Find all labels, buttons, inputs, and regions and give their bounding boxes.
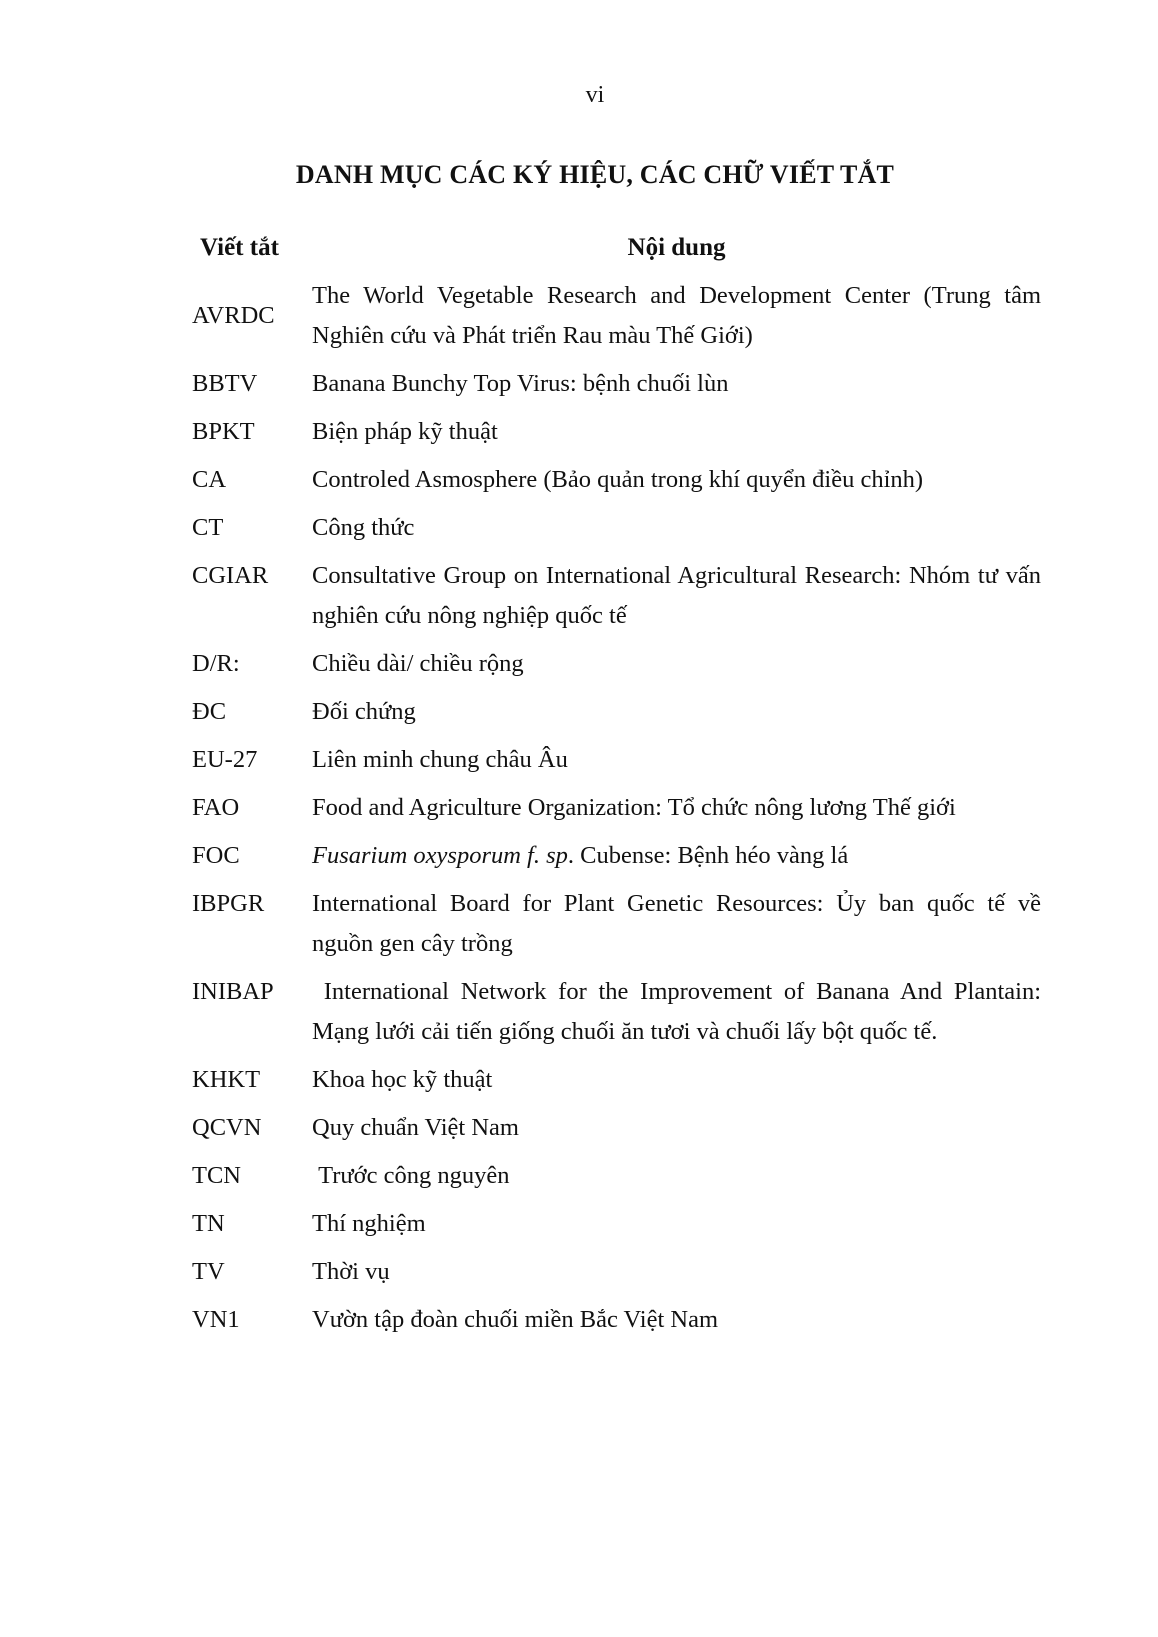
row-description: Quy chuẩn Việt Nam [312,1114,519,1141]
table-header-row [192,228,1042,276]
table-row [192,1252,1042,1292]
table-row [192,1156,1042,1196]
row-description: Biện pháp kỹ thuật [312,418,498,445]
row-description: Đối chứng [312,698,416,725]
row-abbreviation: INIBAP [192,978,274,1005]
table-row [192,364,1042,404]
table-row [192,460,1042,500]
row-description: Trước công nguyên [312,1162,510,1189]
page-number: vi [585,82,605,108]
table-row [192,1060,1042,1100]
row-description [312,836,1041,876]
row-description: Thí nghiệm [312,1210,426,1237]
table-row [192,1300,1042,1340]
row-abbreviation: IBPGR [192,890,265,917]
row-abbreviation: AVRDC [192,302,275,329]
row-abbreviation: VN1 [192,1306,240,1333]
row-description: Công thức [312,514,415,541]
row-description: Controled Asmosphere (Bảo quản trong khí quyển điều chỉnh) [312,466,924,493]
row-description: Liên minh chung châu Âu [312,746,568,773]
row-abbreviation: BBTV [192,370,258,397]
table-row [192,556,1042,636]
row-description: Banana Bunchy Top Virus: bệnh chuối lùn [312,370,729,397]
row-abbreviation: CGIAR [192,562,269,589]
table-row [192,788,1042,828]
row-abbreviation: ĐC [192,698,227,725]
row-description: Vườn tập đoàn chuối miền Bắc Việt Nam [312,1306,719,1333]
table-row [192,412,1042,452]
table-row [192,508,1042,548]
table-row [192,884,1042,964]
table-row [192,836,1042,876]
table-row [192,740,1042,780]
row-abbreviation: EU-27 [192,746,258,773]
row-description: International Board for Plant Genetic Resources: Ủy ban quốc tế về nguồn gen cây trồng [312,890,1041,957]
row-description: International Network for the Improvement of Banana And Plantain: Mạng lưới cải tiến giống chuối ăn tươi và chuối lấy bột quốc tế. [312,978,1048,1045]
table-row [192,972,1048,1052]
table-row [192,644,1042,684]
row-description: The World Vegetable Research and Development Center (Trung tâm Nghiên cứu và Phát triển Rau màu Thế Giới) [312,282,1041,349]
header-abbreviation: Viết tắt [200,234,279,261]
row-description: Food and Agriculture Organization: Tổ chức nông lương Thế giới [312,794,956,821]
header-content: Nội dung [627,234,726,261]
row-description: Khoa học kỹ thuật [312,1066,493,1093]
description-rest: . Cubense: Bệnh héo vàng lá [567,842,849,869]
row-abbreviation: D/R: [192,650,240,677]
row-abbreviation: FAO [192,794,240,821]
row-abbreviation: CA [192,466,227,493]
species-name-italic: Fusarium oxysporum f. sp [312,842,568,869]
row-description: Consultative Group on International Agricultural Research: Nhóm tư vấn nghiên cứu nông nghiệp quốc tế [312,562,1041,629]
page-title: DANH MỤC CÁC KÝ HIỆU, CÁC CHỮ VIẾT TẮT [295,160,895,189]
table-row [192,276,1042,356]
row-abbreviation: CT [192,514,224,541]
table-row [192,1108,1042,1148]
row-abbreviation: BPKT [192,418,255,445]
abbreviation-table [192,228,1048,1348]
row-abbreviation: TV [192,1258,225,1285]
row-description: Thời vụ [312,1258,390,1285]
row-abbreviation: FOC [192,842,240,869]
row-abbreviation: TN [192,1210,225,1237]
row-abbreviation: KHKT [192,1066,261,1093]
row-description: Chiều dài/ chiều rộng [312,650,524,677]
table-row [192,1204,1042,1244]
table-row [192,692,1042,732]
row-abbreviation: QCVN [192,1114,262,1141]
row-abbreviation: TCN [192,1162,241,1189]
